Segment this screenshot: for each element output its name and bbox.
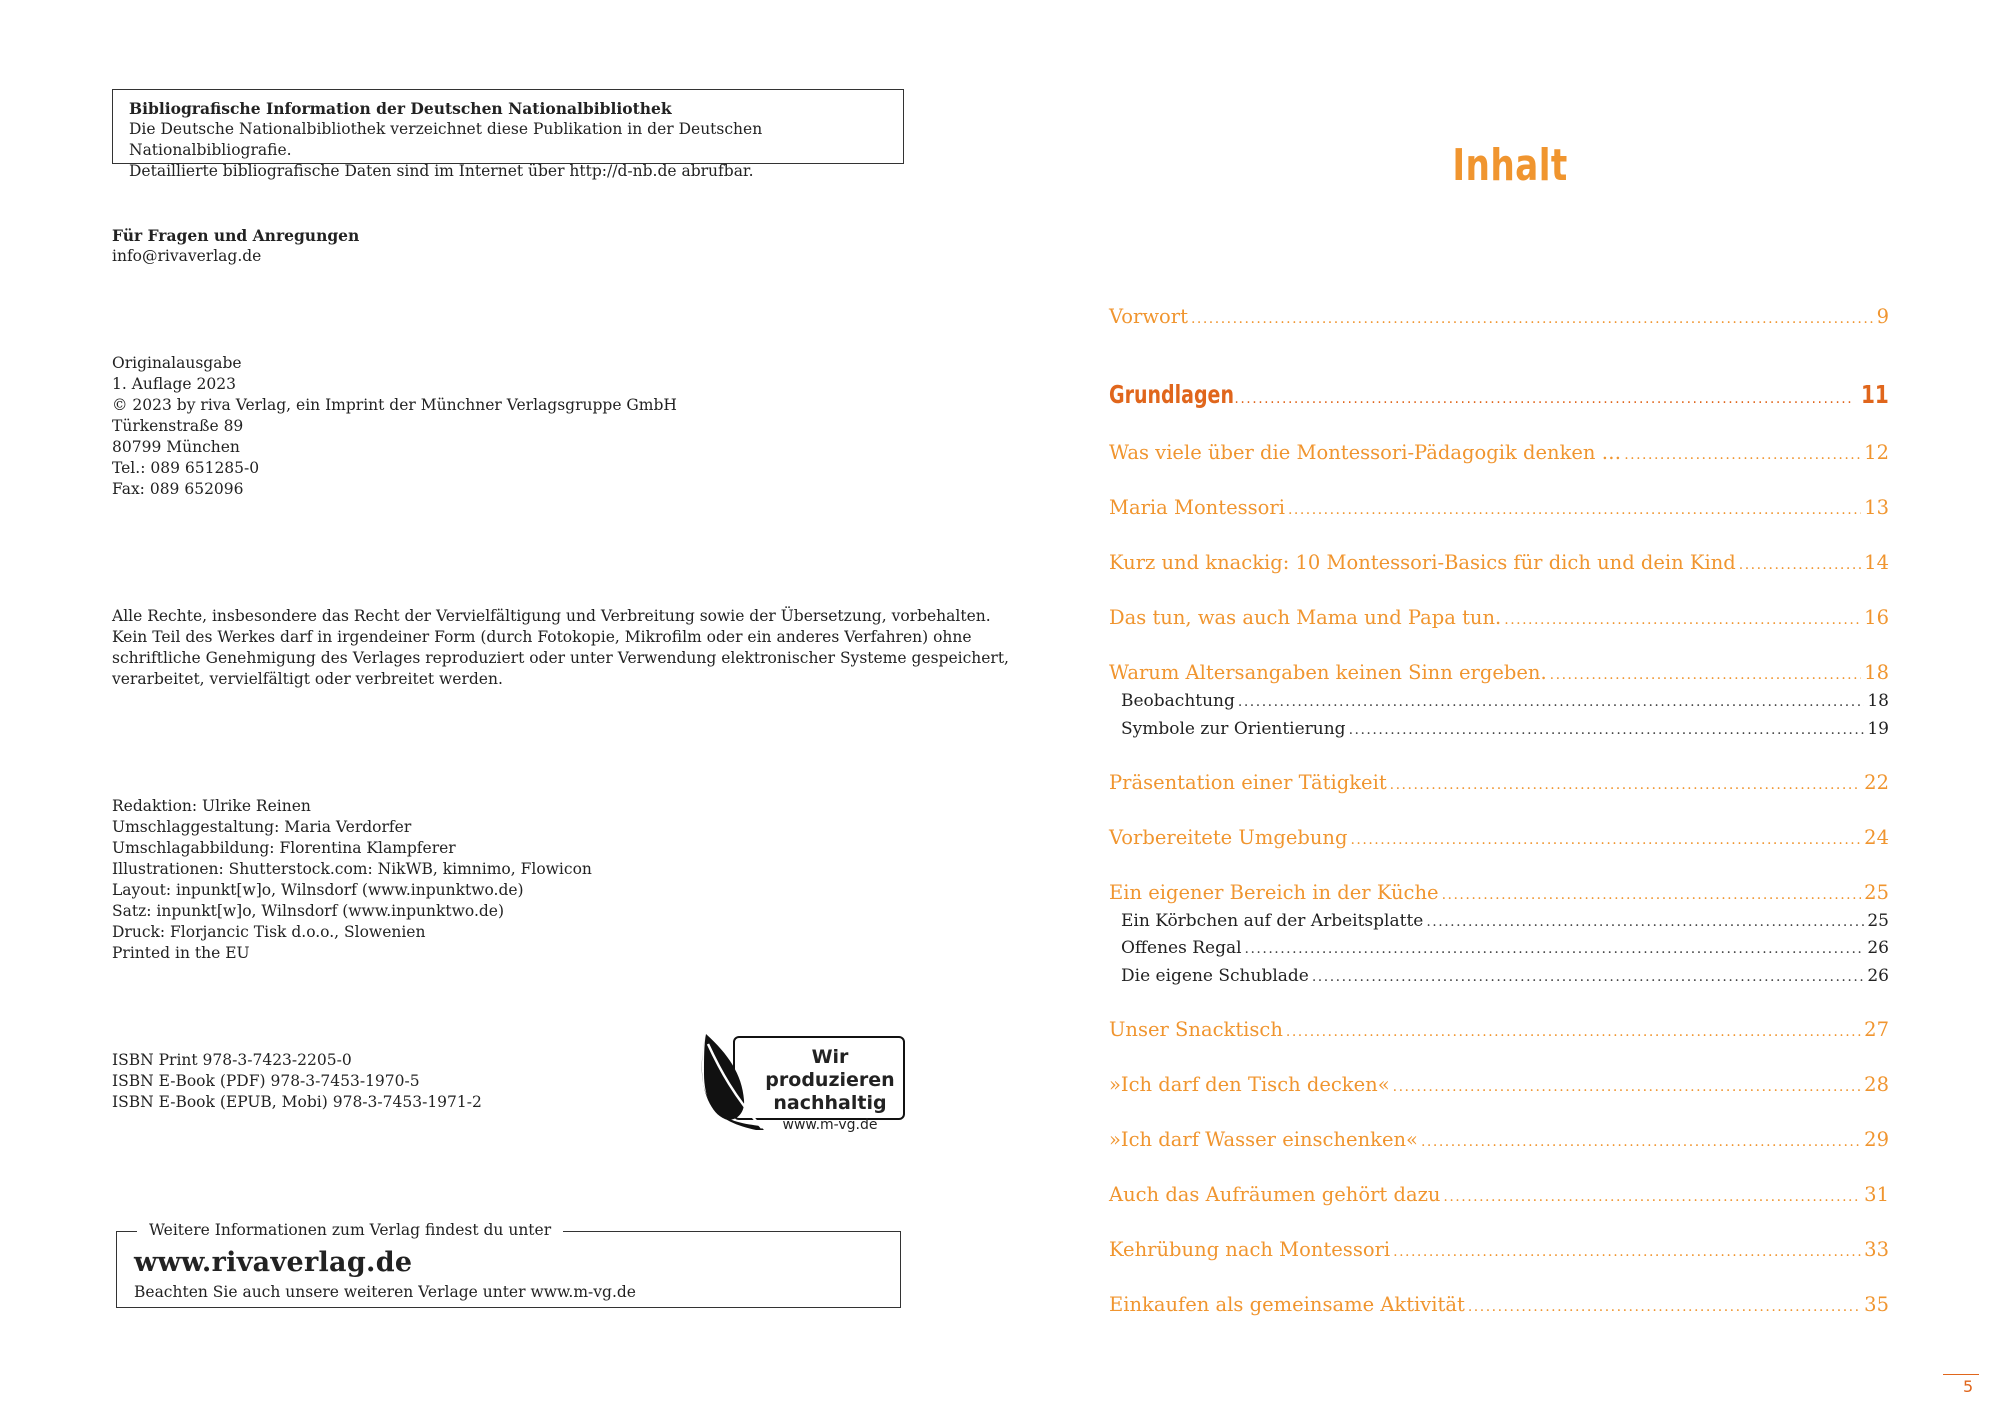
toc-entry-label: Kurz und knackig: 10 Montessori-Basics für dich und dein Kind — [1109, 551, 1736, 574]
toc-entry[interactable] — [1109, 1238, 1889, 1261]
toc-entry[interactable] — [1109, 661, 1889, 684]
toc-entry-page: 9 — [1876, 305, 1889, 328]
isbn-line: ISBN E-Book (EPUB, Mobi) 978-3-7453-1971-2 — [112, 1093, 482, 1111]
toc-entry[interactable] — [1109, 771, 1889, 794]
toc-entry-page: 27 — [1864, 1018, 1889, 1041]
edition-line: © 2023 by riva Verlag, ein Imprint der Münchner Verlagsgruppe GmbH — [112, 396, 677, 414]
rights-line: Alle Rechte, insbesondere das Recht der Vervielfältigung und Verbreitung sowie der Übersetzung, vorbehalten. — [112, 607, 991, 625]
rights-line: Kein Teil des Werkes darf in irgendeiner Form (durch Fotokopie, Mikrofilm oder ein anderes Verfahren) ohne — [112, 628, 972, 646]
credits-line: Umschlaggestaltung: Maria Verdorfer — [112, 818, 412, 836]
leaf-icon — [698, 1030, 768, 1130]
toc-entry-page: 28 — [1864, 1073, 1889, 1096]
toc-entry-page: 29 — [1864, 1128, 1889, 1151]
contact-email: info@rivaverlag.de — [112, 247, 262, 265]
credits-line: Umschlagabbildung: Florentina Klampferer — [112, 839, 456, 857]
toc-entry[interactable] — [1109, 441, 1889, 464]
credits-block — [112, 796, 592, 964]
toc-title: Inhalt — [1452, 140, 1568, 191]
toc-subentry-page: 25 — [1867, 911, 1889, 931]
credits-line: Redaktion: Ulrike Reinen — [112, 797, 311, 815]
toc-entry-label: Warum Altersangaben keinen Sinn ergeben. — [1109, 661, 1547, 684]
toc-entry-page: 33 — [1864, 1238, 1889, 1261]
credits-line: Illustrationen: Shutterstock.com: NikWB, kimnimo, Flowicon — [112, 860, 592, 878]
toc-entry-label: Einkaufen als gemeinsame Aktivität — [1109, 1293, 1465, 1316]
toc-chapter-entry[interactable] — [1109, 380, 1889, 409]
toc-subentry-page: 19 — [1867, 719, 1889, 739]
rights-block — [112, 606, 1009, 690]
toc-subentry-label: Symbole zur Orientierung — [1121, 719, 1346, 739]
website-info-box — [116, 1221, 901, 1308]
toc-subentry[interactable] — [1121, 691, 1889, 711]
badge-line-1: Wir produzieren — [765, 1046, 895, 1091]
toc-entry[interactable] — [1109, 305, 1889, 328]
toc-subentry[interactable] — [1121, 938, 1889, 958]
rights-line: verarbeitet, vervielfältigt oder verbreitet werden. — [112, 670, 503, 688]
toc-entry-page: 16 — [1864, 606, 1889, 629]
toc-entry-label: Auch das Aufräumen gehört dazu — [1109, 1183, 1441, 1206]
website-legend: Weitere Informationen zum Verlag findest du unter — [137, 1219, 563, 1241]
toc-entry[interactable] — [1109, 1183, 1889, 1206]
toc-subentry-label: Beobachtung — [1121, 691, 1235, 711]
toc-entry-label: »Ich darf den Tisch decken« — [1109, 1073, 1390, 1096]
bib-line-2: Detaillierte bibliografische Daten sind im Internet über http://d-nb.de abrufbar. — [129, 162, 754, 180]
toc-entry-page: 25 — [1864, 881, 1889, 904]
toc-subentry-page: 26 — [1867, 966, 1889, 986]
badge-url: www.m-vg.de — [782, 1117, 878, 1133]
toc-entry-page: 35 — [1864, 1293, 1889, 1316]
website-note: Beachten Sie auch unsere weiteren Verlage unter www.m-vg.de — [134, 1283, 636, 1301]
toc-entry[interactable] — [1109, 606, 1889, 629]
page-number-rule — [1943, 1374, 1979, 1375]
toc-subentry[interactable] — [1121, 911, 1889, 931]
toc-entry-page: 13 — [1864, 496, 1889, 519]
contact-title: Für Fragen und Anregungen — [112, 226, 360, 245]
bib-title: Bibliografische Information der Deutschen Nationalbibliothek — [129, 99, 672, 118]
isbn-line: ISBN E-Book (PDF) 978-3-7453-1970-5 — [112, 1072, 420, 1090]
toc-entry-label: Maria Montessori — [1109, 496, 1285, 519]
toc-chapter-page: 11 — [1861, 380, 1889, 409]
toc-entry[interactable] — [1109, 1128, 1889, 1151]
toc-entry-page: 14 — [1864, 551, 1889, 574]
toc-entry-label: Das tun, was auch Mama und Papa tun. — [1109, 606, 1502, 629]
isbn-block — [112, 1050, 482, 1113]
rights-line: schriftliche Genehmigung des Verlages reproduziert oder unter Verwendung elektronischer Systeme gespeichert, — [112, 649, 1009, 667]
toc-entry[interactable] — [1109, 1018, 1889, 1041]
sustainability-badge — [698, 1030, 908, 1133]
credits-line: Layout: inpunkt[w]o, Wilnsdorf (www.inpunktwo.de) — [112, 881, 524, 899]
edition-line: 1. Auflage 2023 — [112, 375, 236, 393]
toc-entry-label: Vorwort — [1109, 305, 1188, 328]
publisher-website-link[interactable]: www.rivaverlag.de — [134, 1247, 413, 1278]
toc-subentry-label: Offenes Regal — [1121, 938, 1242, 958]
toc-entry-page: 18 — [1864, 661, 1889, 684]
toc-subentry[interactable] — [1121, 966, 1889, 986]
page-number: 5 — [1963, 1377, 1974, 1396]
toc-subentry-page: 26 — [1867, 938, 1889, 958]
edition-block — [112, 353, 677, 500]
toc-entry[interactable] — [1109, 1073, 1889, 1096]
edition-line: Originalausgabe — [112, 354, 242, 372]
toc-entry[interactable] — [1109, 496, 1889, 519]
badge-line-2: nachhaltig — [773, 1092, 887, 1114]
toc-entry-label: Vorbereitete Umgebung — [1109, 826, 1348, 849]
contact-block — [112, 225, 359, 267]
toc-entry-label: Präsentation einer Tätigkeit — [1109, 771, 1387, 794]
credits-line: Druck: Florjancic Tisk d.o.o., Slowenien — [112, 923, 426, 941]
toc-subentry-label: Die eigene Schublade — [1121, 966, 1309, 986]
toc-entry-page: 24 — [1864, 826, 1889, 849]
toc-entry-label: Kehrübung nach Montessori — [1109, 1238, 1391, 1261]
toc-entry-page: 22 — [1864, 771, 1889, 794]
bibliographic-info-box — [112, 89, 904, 180]
edition-line: 80799 München — [112, 438, 240, 456]
bib-line-1: Die Deutsche Nationalbibliothek verzeichnet diese Publikation in der Deutschen Nationalbibliografie. — [129, 120, 763, 159]
toc-entry[interactable] — [1109, 551, 1889, 574]
toc-entry[interactable] — [1109, 826, 1889, 849]
toc-entry-page: 12 — [1864, 441, 1889, 464]
toc-subentry-page: 18 — [1867, 691, 1889, 711]
isbn-line: ISBN Print 978-3-7423-2205-0 — [112, 1051, 352, 1069]
edition-line: Türkenstraße 89 — [112, 417, 244, 435]
toc-entry-label: »Ich darf Wasser einschenken« — [1109, 1128, 1418, 1151]
toc-chapter-label: Grundlagen — [1109, 380, 1234, 409]
credits-line: Printed in the EU — [112, 944, 250, 962]
toc-entry-label: Unser Snacktisch — [1109, 1018, 1283, 1041]
toc-entry[interactable] — [1109, 881, 1889, 904]
toc-subentry[interactable] — [1121, 719, 1889, 739]
toc-entry-label: Was viele über die Montessori-Pädagogik denken … — [1109, 441, 1622, 464]
toc-subentry-label: Ein Körbchen auf der Arbeitsplatte — [1121, 911, 1424, 931]
credits-line: Satz: inpunkt[w]o, Wilnsdorf (www.inpunktwo.de) — [112, 902, 505, 920]
toc-entry-label: Ein eigener Bereich in der Küche — [1109, 881, 1439, 904]
edition-line: Tel.: 089 651285-0 — [112, 459, 260, 477]
toc-entry[interactable] — [1109, 1293, 1889, 1316]
edition-line: Fax: 089 652096 — [112, 480, 244, 498]
toc-entry-page: 31 — [1864, 1183, 1889, 1206]
